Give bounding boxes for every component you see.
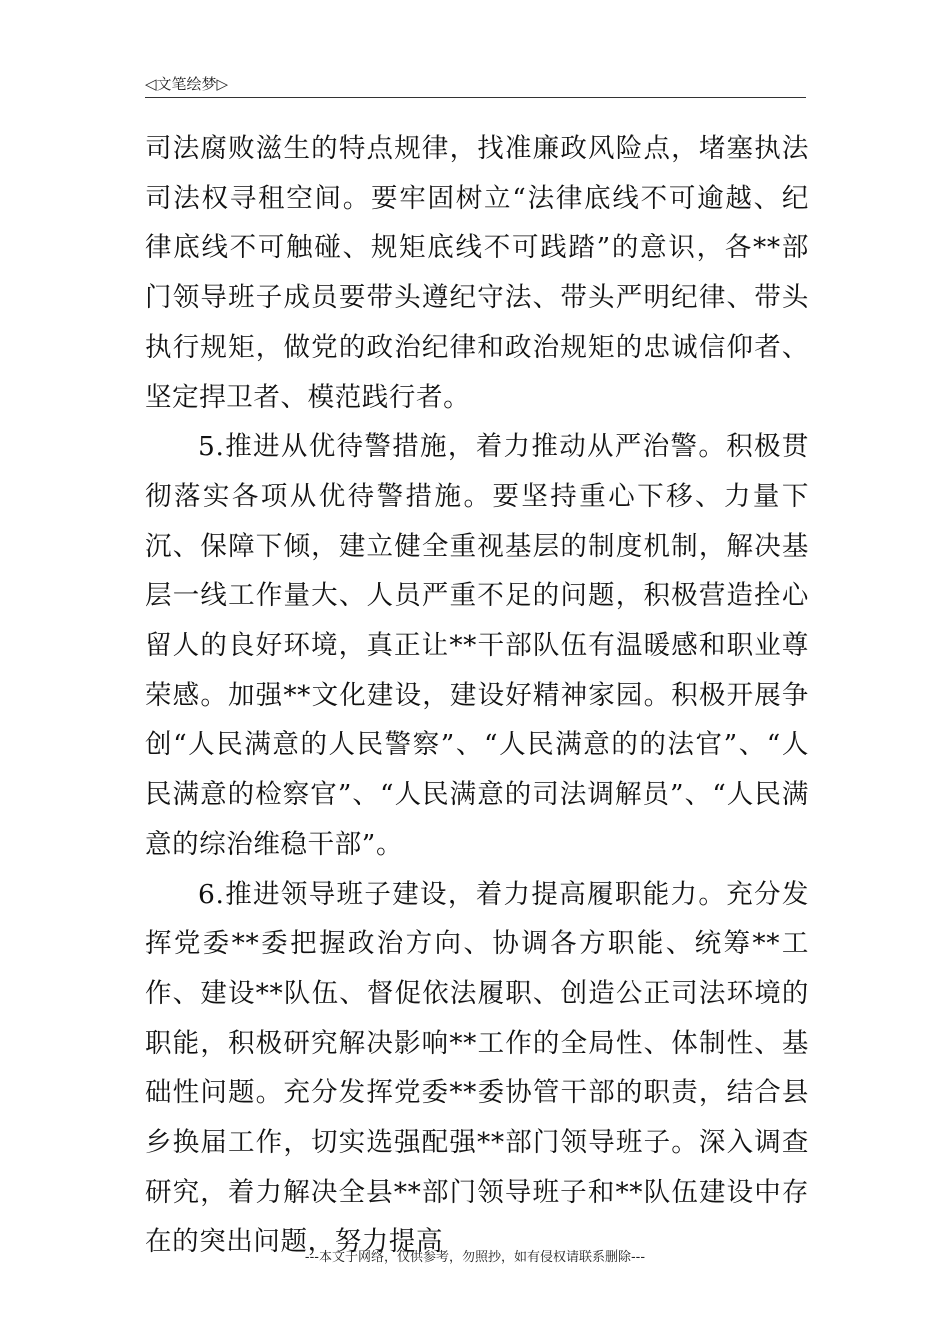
header-title: ◁文笔绘梦▷ bbox=[145, 75, 229, 93]
footer-disclaimer: ---本文于网络，仅供参考，勿照抄，如有侵权请联系删除--- bbox=[304, 1250, 646, 1265]
paragraph-item-6: 6.推进领导班子建设，着力提高履职能力。充分发挥党委**委把握政治方向、协调各方职能、统筹**工作、建设**队伍、督促依法履职、创造公正司法环境的职能，积极研究解决影响**工作的全局性、体制性、基础性问题。充分发挥党委**委协管干部的职责，结合县乡换届工作，切实选强配强**部门领导班子。深入调查研究，着力解决全县**部门领导班子和**队伍建设中存在的突出问题，努力提高 bbox=[145, 878, 809, 1258]
header-divider bbox=[145, 97, 806, 98]
paragraph-item-5: 5.推进从优待警措施，着力推动从严治警。积极贯彻落实各项从优待警措施。要坚持重心下移、力量下沉、保障下倾，建立健全重视基层的制度机制，解决基层一线工作量大、人员严重不足的问题，积极营造拴心留人的良好环境，真正让**干部队伍有温暖感和职业尊荣感。加强**文化建设，建设好精神家园。积极开展争创“人民满意的人民警察”、“人民满意的的法官”、“人民满意的检察官”、“人民满意的司法调解员”、“人民满意的综治维稳干部”。 bbox=[145, 431, 809, 860]
paragraph-continued: 司法腐败滋生的特点规律，找准廉政风险点，堵塞执法司法权寻租空间。要牢固树立“法律底线不可逾越、纪律底线不可触碰、规矩底线不可践踏”的意识，各**部门领导班子成员要带头遵纪守法、带头严明纪律、带头执行规矩，做党的政治纪律和政治规矩的忠诚信仰者、坚定捍卫者、模范践行者。 bbox=[145, 133, 809, 413]
document-body bbox=[145, 124, 809, 1267]
